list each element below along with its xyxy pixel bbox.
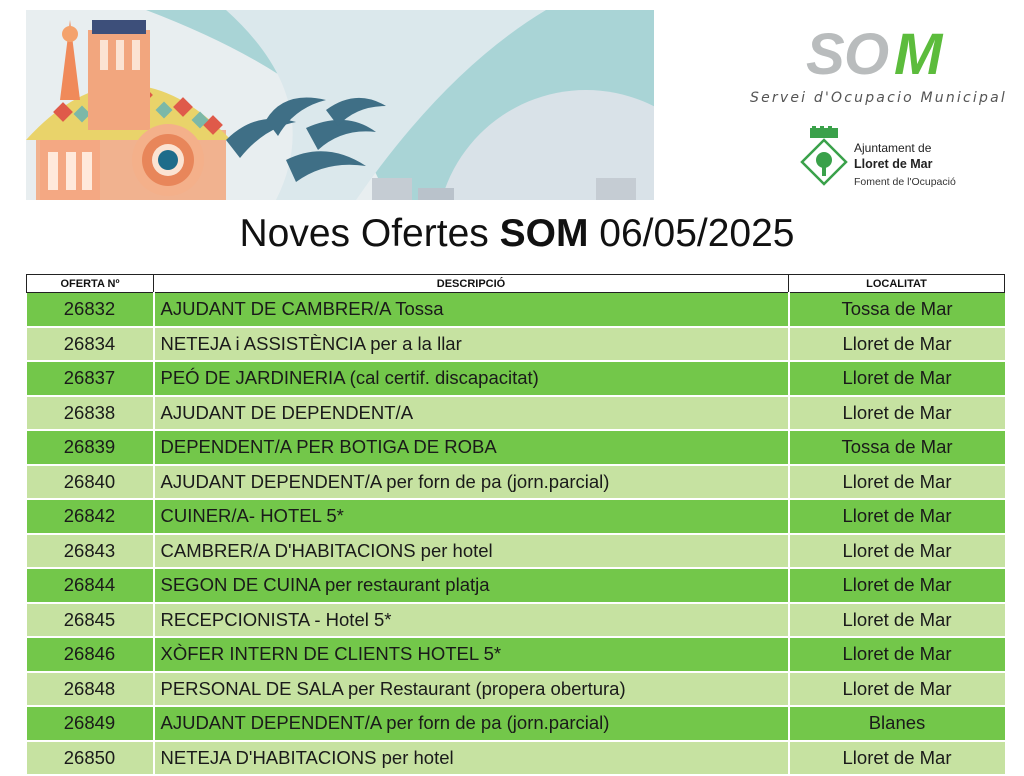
offer-number: 26837	[27, 361, 154, 396]
offer-description: AJUDANT DE CAMBRER/A Tossa	[154, 293, 789, 327]
offer-location: Tossa de Mar	[789, 430, 1005, 465]
council-line-1: Ajuntament de	[854, 141, 932, 155]
offer-number: 26844	[27, 568, 154, 603]
offer-number: 26850	[27, 741, 154, 776]
offer-location: Lloret de Mar	[789, 465, 1005, 500]
offer-location: Lloret de Mar	[789, 327, 1005, 362]
offer-location: Lloret de Mar	[789, 603, 1005, 638]
offer-number: 26849	[27, 706, 154, 741]
offer-number: 26842	[27, 499, 154, 534]
table-row	[27, 534, 1005, 569]
table-row	[27, 672, 1005, 707]
som-logo-letter-s: S	[806, 22, 845, 84]
offers-table	[26, 274, 1005, 776]
offer-description: NETEJA i ASSISTÈNCIA per a la llar	[154, 327, 789, 362]
title-prefix: Noves Ofertes	[239, 212, 489, 255]
council-line-3: Foment de l'Ocupació	[854, 176, 956, 188]
table-row	[27, 327, 1005, 362]
offer-description: RECEPCIONISTA - Hotel 5*	[154, 603, 789, 638]
table-row	[27, 706, 1005, 741]
offer-location: Lloret de Mar	[789, 637, 1005, 672]
offer-number: 26840	[27, 465, 154, 500]
som-logo-letter-o: O	[844, 22, 890, 84]
header-banner-illustration	[26, 10, 654, 200]
table-row	[27, 603, 1005, 638]
offer-location: Lloret de Mar	[789, 672, 1005, 707]
table-row	[27, 361, 1005, 396]
offer-number: 26839	[27, 430, 154, 465]
header-description: DESCRIPCIÓ	[154, 275, 789, 293]
table-row	[27, 465, 1005, 500]
offer-description: AJUDANT DE DEPENDENT/A	[154, 396, 789, 431]
offer-description: AJUDANT DEPENDENT/A per forn de pa (jorn.parcial)	[154, 706, 789, 741]
table-row	[27, 741, 1005, 776]
som-logo-letter-m: M	[894, 22, 943, 84]
header-offer-number: OFERTA Nº	[27, 275, 154, 293]
offer-number: 26843	[27, 534, 154, 569]
offer-location: Lloret de Mar	[789, 361, 1005, 396]
title-date: 06/05/2025	[599, 212, 795, 255]
offer-location: Lloret de Mar	[789, 534, 1005, 569]
council-logo	[800, 126, 1010, 196]
table-row	[27, 396, 1005, 431]
offer-description: CUINER/A- HOTEL 5*	[154, 499, 789, 534]
table-row	[27, 499, 1005, 534]
offer-number: 26845	[27, 603, 154, 638]
offer-location: Lloret de Mar	[789, 741, 1005, 776]
council-shield-icon	[800, 126, 850, 192]
offer-number: 26848	[27, 672, 154, 707]
offer-location: Lloret de Mar	[789, 568, 1005, 603]
table-row	[27, 568, 1005, 603]
header-location: LOCALITAT	[789, 275, 1005, 293]
offer-description: AJUDANT DEPENDENT/A per forn de pa (jorn.parcial)	[154, 465, 789, 500]
som-logo	[802, 22, 962, 84]
offer-location: Tossa de Mar	[789, 293, 1005, 327]
table-row	[27, 430, 1005, 465]
offer-number: 26838	[27, 396, 154, 431]
offer-number: 26834	[27, 327, 154, 362]
offer-number: 26846	[27, 637, 154, 672]
council-line-2: Lloret de Mar	[854, 157, 933, 171]
table-row	[27, 293, 1005, 327]
offer-description: SEGON DE CUINA per restaurant platja	[154, 568, 789, 603]
offer-location: Lloret de Mar	[789, 499, 1005, 534]
offer-location: Lloret de Mar	[789, 396, 1005, 431]
table-row	[27, 637, 1005, 672]
offer-number: 26832	[27, 293, 154, 327]
offer-description: PERSONAL DE SALA per Restaurant (propera obertura)	[154, 672, 789, 707]
offer-description: PEÓ DE JARDINERIA (cal certif. discapacitat)	[154, 361, 789, 396]
title-brand: SOM	[499, 212, 589, 255]
offer-description: DEPENDENT/A PER BOTIGA DE ROBA	[154, 430, 789, 465]
page-title	[0, 212, 1024, 256]
offer-location: Blanes	[789, 706, 1005, 741]
offer-description: CAMBRER/A D'HABITACIONS per hotel	[154, 534, 789, 569]
offer-description: NETEJA D'HABITACIONS per hotel	[154, 741, 789, 776]
offer-description: XÒFER INTERN DE CLIENTS HOTEL 5*	[154, 637, 789, 672]
som-subtitle: Servei d'Ocupacio Municipal	[750, 90, 1007, 106]
table-header-row	[27, 275, 1005, 293]
